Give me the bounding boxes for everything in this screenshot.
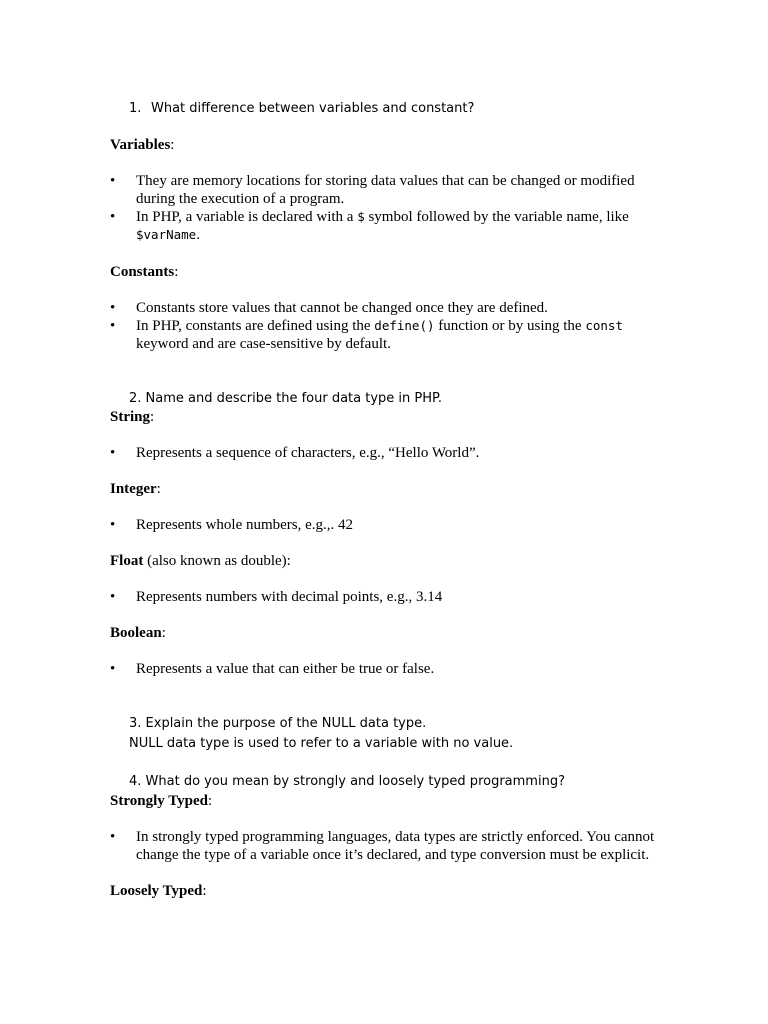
boolean-heading: Boolean: (110, 625, 166, 641)
question-2: 2. Name and describe the four data type in PHP. (129, 391, 442, 406)
code-dollar: $ (357, 209, 365, 224)
constants-bullet-1: • Constants store values that cannot be changed once they are defined. (110, 300, 548, 316)
variables-bullet-1: • They are memory locations for storing data values that can be changed or modified during the execution of a program. (110, 173, 635, 207)
bullet-icon: • (110, 445, 116, 461)
variables-bullet-2: • In PHP, a variable is declared with a $ symbol followed by the variable name, like $varName. (110, 209, 629, 243)
strongly-typed-bullet: • In strongly typed programming languages, data types are strictly enforced. You cannot change the type of a variable once it’s declared, and type conversion must be explicit. (110, 829, 655, 863)
question-3: 3. Explain the purpose of the NULL data type. (129, 716, 427, 731)
bullet-icon: • (110, 661, 116, 677)
float-bullet: • Represents numbers with decimal points, e.g., 3.14 (110, 589, 443, 605)
strongly-typed-heading: Strongly Typed: (110, 793, 213, 809)
bullet-icon: • (110, 517, 116, 533)
question-3-answer: NULL data type is used to refer to a variable with no value. (129, 736, 514, 751)
integer-bullet: • Represents whole numbers, e.g.,. 42 (110, 517, 354, 533)
loosely-typed-heading: Loosely Typed: (110, 883, 207, 899)
question-4: 4. What do you mean by strongly and loosely typed programming? (129, 774, 565, 789)
bullet-icon: • (110, 318, 116, 334)
integer-heading: Integer: (110, 481, 161, 497)
code-varname: $varName (136, 227, 197, 242)
boolean-bullet: • Represents a value that can either be true or false. (110, 661, 435, 677)
bullet-icon: • (110, 209, 116, 225)
bullet-icon: • (110, 829, 116, 845)
string-bullet: • Represents a sequence of characters, e.g., “Hello World”. (110, 445, 480, 461)
constants-heading: Constants: (110, 264, 179, 280)
float-heading: Float (also known as double): (110, 553, 291, 569)
bullet-icon: • (110, 300, 116, 316)
bullet-icon: • (110, 173, 116, 189)
bullet-icon: • (110, 589, 116, 605)
question-1-number: 1. (129, 101, 142, 116)
code-const: const (585, 318, 623, 333)
code-define: define() (374, 318, 435, 333)
constants-bullet-2: • In PHP, constants are defined using the define() function or by using the const keyword and are case-sensitive by default. (110, 318, 623, 352)
question-1 (129, 100, 474, 118)
question-1-text: What difference between variables and constant? (151, 101, 475, 116)
variables-heading: Variables: (110, 137, 175, 153)
string-heading: String: (110, 409, 155, 425)
